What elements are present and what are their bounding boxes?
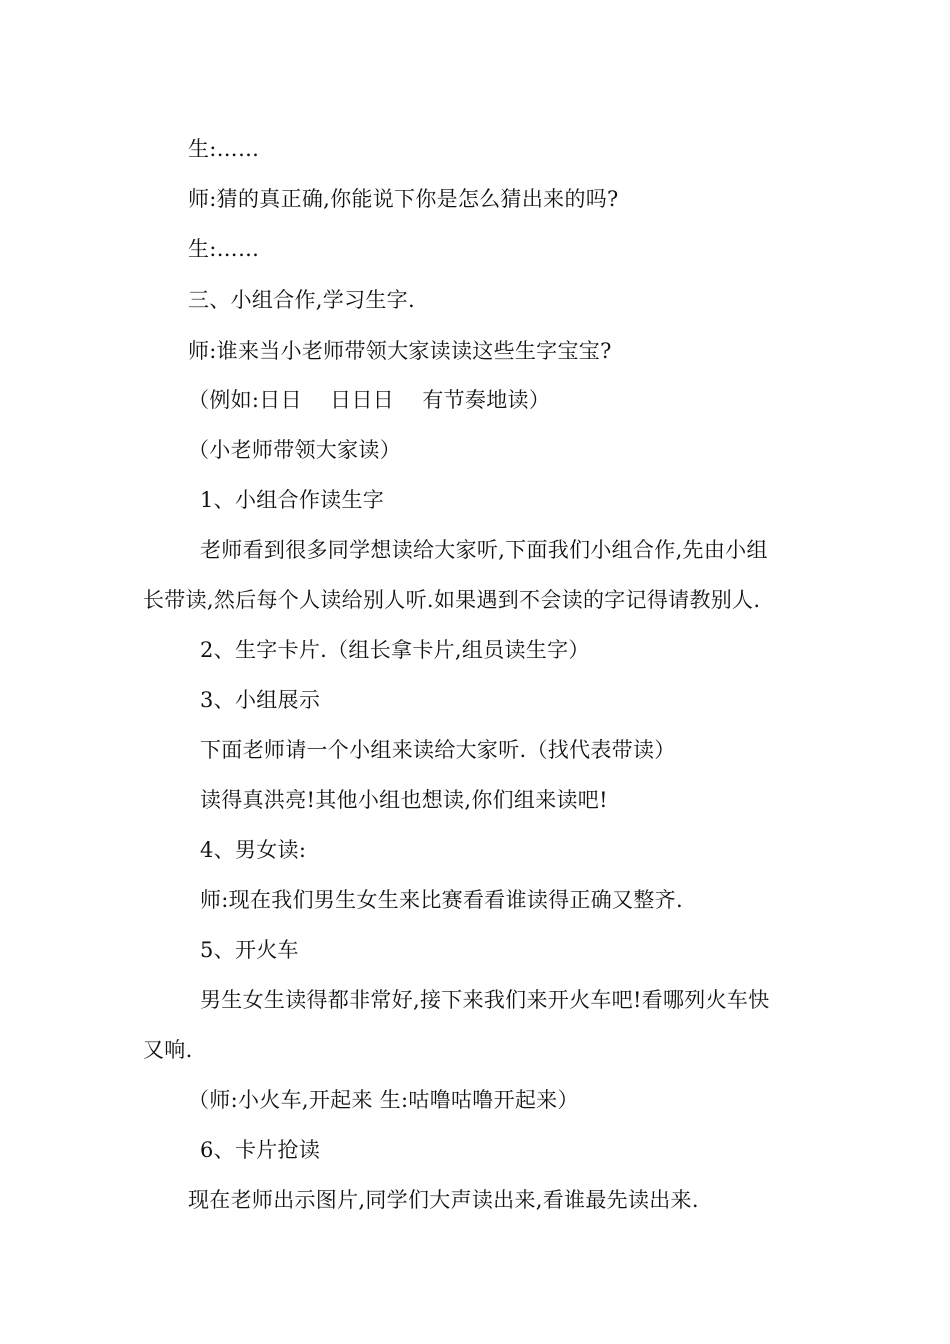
list-item-heading: 5、开火车 — [200, 938, 299, 962]
list-item-heading: 1、小组合作读生字 — [200, 488, 385, 512]
text-line: （小老师带领大家读） — [188, 438, 401, 462]
section-heading: 三、小组合作,学习生字. — [188, 288, 415, 312]
list-item-heading: 3、小组展示 — [200, 688, 321, 712]
paragraph-line: 老师看到很多同学想读给大家听,下面我们小组合作,先由小组 — [200, 538, 768, 562]
list-item-heading: 6、卡片抢读 — [200, 1138, 321, 1162]
list-item-heading: 4、男女读: — [200, 838, 307, 862]
text-line: 师:猜的真正确,你能说下你是怎么猜出来的吗? — [188, 187, 619, 211]
paragraph-line: 又响. — [143, 1038, 193, 1062]
paragraph-line: 男生女生读得都非常好,接下来我们来开火车吧!看哪列火车快 — [200, 988, 770, 1012]
text-line: 下面老师请一个小组来读给大家听.（找代表带读） — [200, 738, 676, 762]
text-line: （例如:日日 日日日 有节奏地读） — [188, 388, 551, 412]
text-line: 读得真洪亮!其他小组也想读,你们组来读吧! — [200, 788, 608, 812]
text-line: 师:现在我们男生女生来比赛看看谁读得正确又整齐. — [200, 888, 683, 912]
text-line: （师:小火车,开起来 生:咕噜咕噜开起来） — [188, 1088, 579, 1112]
paragraph-line: 长带读,然后每个人读给别人听.如果遇到不会读的字记得请教别人. — [143, 588, 761, 612]
text-line: 师:谁来当小老师带领大家读读这些生字宝宝? — [188, 339, 612, 363]
text-line: 现在老师出示图片,同学们大声读出来,看谁最先读出来. — [188, 1188, 699, 1212]
text-line: 生:…… — [188, 137, 260, 161]
list-item-heading: 2、生字卡片.（组长拿卡片,组员读生字） — [200, 638, 590, 662]
text-line: 生:…… — [188, 237, 260, 261]
